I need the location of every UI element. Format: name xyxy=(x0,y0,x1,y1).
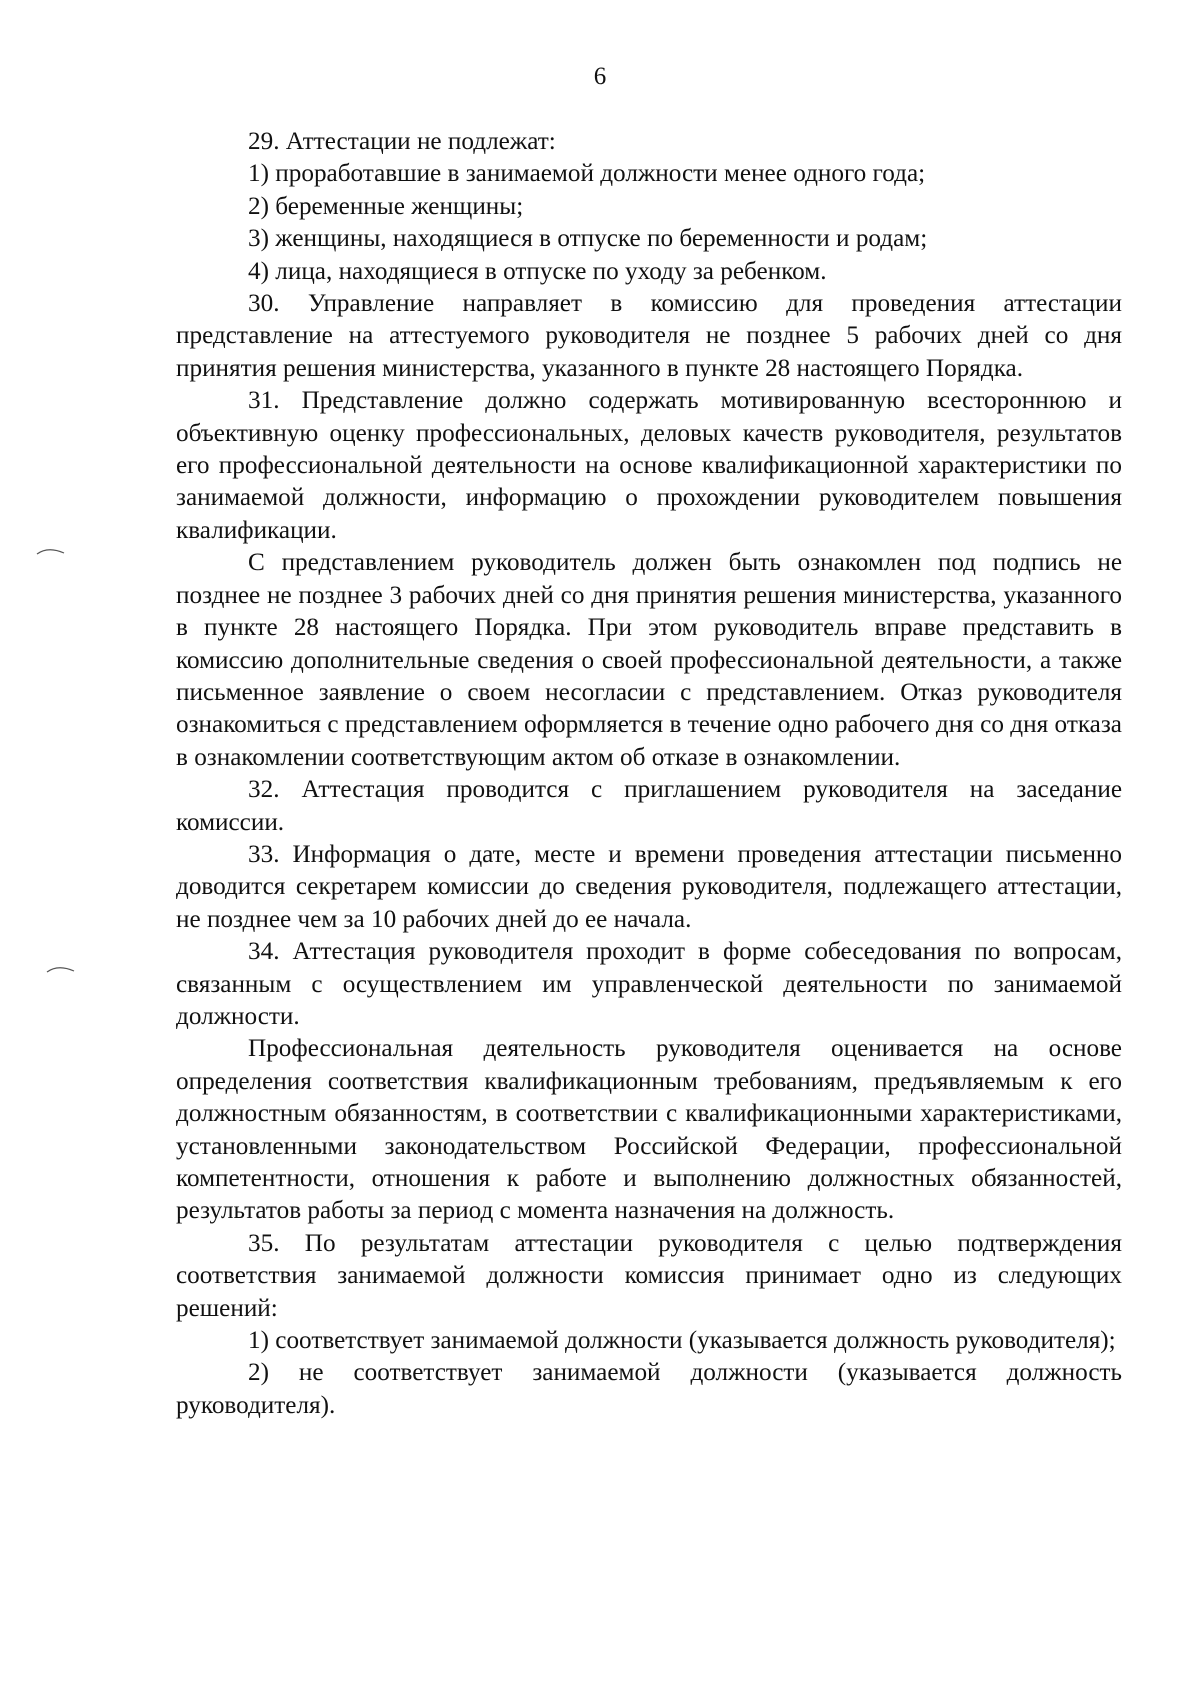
paragraph-29: 29. Аттестации не подлежат: xyxy=(248,128,556,155)
list-item: 1) проработавшие в занимаемой должности менее одного года; xyxy=(248,160,926,188)
paragraph-30: 30. Управление направляет в комиссию для проведения аттестации представление на аттестуемого руководителя не позднее 5 рабочих дней со дня принятия решения министерства, указанного в пункте 28 настоящего Порядка. xyxy=(176,290,1122,382)
paragraph-32: 32. Аттестация проводится с приглашением руководителя на заседание комиссии. xyxy=(176,776,1122,836)
paragraph-35: 35. По результатам аттестации руководителя с целью подтверждения соответствия занимаемой должности комиссия принимает одно из следующих решений: xyxy=(176,1229,1122,1322)
paragraph: С представлением руководитель должен быть ознакомлен под подпись не позднее не позднее 3 рабочих дней со дня принятия решения министерства, указанного в пункте 28 настоящего Порядка. При этом руководитель вправе представить в комиссию дополнительные сведения о своей профессиональной деятельности, а также письменное заявление о своем несогласии с представлением. Отказ руководителя ознакомиться с представлением оформляется в течение одно рабочего дня со дня отказа в ознакомлении соответствующим актом об отказе в ознакомлении. xyxy=(176,549,1122,771)
document-body xyxy=(176,126,1122,1422)
list-item: 4) лица, находящиеся в отпуске по уходу за ребенком. xyxy=(248,257,827,285)
margin-punch-mark xyxy=(46,964,76,974)
list-item: 2) не соответствует занимаемой должности (указывается должность руководителя). xyxy=(176,1359,1122,1419)
margin-punch-mark xyxy=(36,546,66,556)
list-item: 1) соответствует занимаемой должности (указывается должность руководителя); xyxy=(248,1327,1116,1355)
paragraph-31: 31. Представление должно содержать мотивированную всестороннюю и объективную оценку профессиональных, деловых качеств руководителя, результатов его профессиональной деятельности на основе квалификационной характеристики по занимаемой должности, информацию о прохождении руководителем повышения квалификации. xyxy=(176,387,1122,544)
paragraph-34: 34. Аттестация руководителя проходит в форме собеседования по вопросам, связанным с осуществлением им управленческой деятельности по занимаемой должности. xyxy=(176,938,1122,1030)
page-number: 6 xyxy=(593,63,607,90)
paragraph-33: 33. Информация о дате, месте и времени проведения аттестации письменно доводится секретарем комиссии до сведения руководителя, подлежащего аттестации, не позднее чем за 10 рабочих дней до ее начала. xyxy=(176,840,1122,933)
list-item: 3) женщины, находящиеся в отпуске по беременности и родам; xyxy=(248,225,928,253)
paragraph: Профессиональная деятельность руководителя оценивается на основе определения соответствия квалификационным требованиям, предъявляемым к его должностным обязанностям, в соответствии с квалификационными характеристиками, установленными законодательством Российской Федерации, профессиональной компетентности, отношения к работе и выполнению должностных обязанностей, результатов работы за период с момента назначения на должность. xyxy=(176,1035,1122,1225)
list-item: 2) беременные женщины; xyxy=(248,192,524,220)
